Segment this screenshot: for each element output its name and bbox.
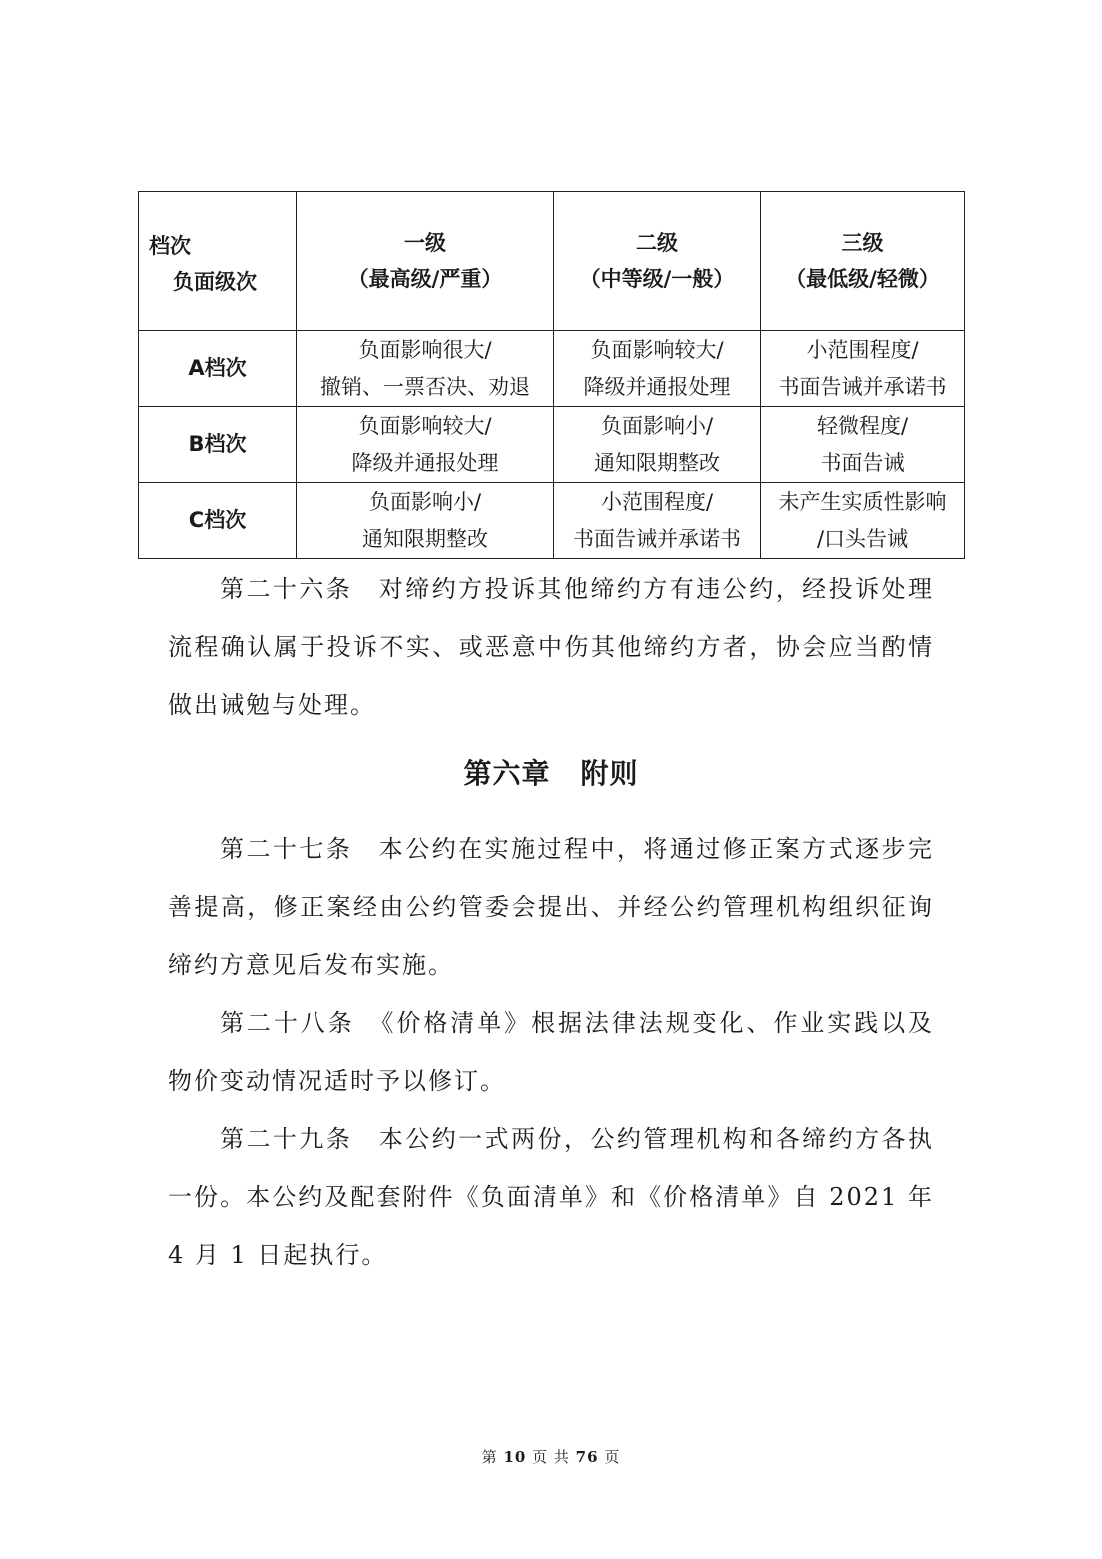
chapter-number: 第六章	[463, 757, 551, 790]
table-corner-cell	[139, 192, 297, 331]
header-level-2: 二级 （中等级/一般）	[554, 192, 761, 331]
table-cell: 负面影响小/ 通知限期整改	[297, 483, 554, 559]
corner-label-grade: 档次	[149, 234, 191, 258]
chapter-heading	[0, 752, 1102, 802]
article-27-paragraph: 第二十七条 本公约在实施过程中，将通过修正案方式逐步完善提高，修正案经由公约管委会提出、并经公约管理机构组织征询缔约方意见后发布实施。	[168, 835, 934, 979]
negative-grade-table	[138, 191, 965, 559]
table-cell: 负面影响较大/ 降级并通报处理	[554, 331, 761, 407]
row-label-c: C档次	[139, 483, 297, 559]
article-26-paragraph: 第二十六条 对缔约方投诉其他缔约方有违公约，经投诉处理流程确认属于投诉不实、或恶意中伤其他缔约方者，协会应当酌情做出诫勉与处理。	[168, 575, 934, 719]
table-cell: 负面影响很大/ 撤销、一票否决、劝退	[297, 331, 554, 407]
table-cell: 小范围程度/ 书面告诫并承诺书	[554, 483, 761, 559]
page-footer: 第 10 页 共 76 页	[481, 1448, 621, 1466]
table-cell: 轻微程度/ 书面告诫	[761, 407, 965, 483]
table-header-row	[139, 192, 965, 331]
chapter-title: 附则	[580, 757, 639, 790]
article-28-paragraph: 第二十八条 《价格清单》根据法律法规变化、作业实践以及物价变动情况适时予以修订。	[168, 1009, 934, 1095]
article-29-paragraph: 第二十九条 本公约一式两份，公约管理机构和各缔约方各执一份。本公约及配套附件《负面清单》和《价格清单》自 2021 年 4 月 1 日起执行。	[168, 1125, 934, 1269]
header-level-3: 三级 （最低级/轻微）	[761, 192, 965, 331]
table-row	[139, 331, 965, 407]
total-page-number: 76	[575, 1448, 599, 1466]
row-label-a: A档次	[139, 331, 297, 407]
table-cell: 小范围程度/ 书面告诫并承诺书	[761, 331, 965, 407]
corner-label-level: 负面级次	[173, 270, 257, 294]
table-row	[139, 407, 965, 483]
row-label-b: B档次	[139, 407, 297, 483]
table-cell: 负面影响较大/ 降级并通报处理	[297, 407, 554, 483]
header-level-1: 一级 （最高级/严重）	[297, 192, 554, 331]
current-page-number: 10	[503, 1448, 527, 1466]
table-cell: 未产生实质性影响 /口头告诫	[761, 483, 965, 559]
table-cell: 负面影响小/ 通知限期整改	[554, 407, 761, 483]
table-row	[139, 483, 965, 559]
